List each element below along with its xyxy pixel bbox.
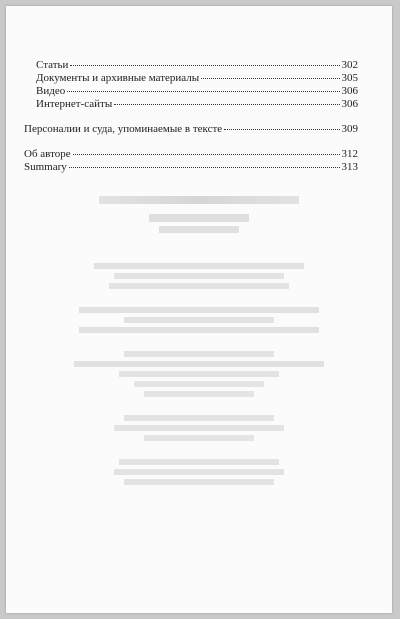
- toc-entry-page: 305: [341, 72, 358, 84]
- book-page: [6, 6, 392, 613]
- toc-entry: [24, 59, 358, 72]
- toc-entry-page: 306: [341, 98, 358, 110]
- toc-entry-title: Видео: [36, 85, 66, 97]
- toc-entry: [24, 85, 358, 98]
- toc-entry-title: Статьи: [36, 59, 69, 71]
- dot-leader: [73, 154, 340, 155]
- toc-entry-title: Документы и архивные материалы: [36, 72, 200, 84]
- dot-leader: [67, 91, 339, 92]
- toc-entry-title: Интернет-сайты: [36, 98, 113, 110]
- toc-entry-page: 313: [341, 161, 358, 173]
- toc-entry-page: 309: [341, 123, 358, 135]
- toc-entry: [24, 98, 358, 111]
- show-through-imprint: [6, 196, 392, 485]
- toc-entry: [24, 72, 358, 85]
- dot-leader: [224, 129, 339, 130]
- dot-leader: [69, 167, 340, 168]
- dot-leader: [114, 104, 339, 105]
- dot-leader: [70, 65, 339, 66]
- toc-entry: [24, 161, 358, 174]
- toc-entry-page: 306: [341, 85, 358, 97]
- toc-entry-title: Об авторе: [24, 148, 71, 160]
- table-of-contents: [24, 59, 358, 174]
- toc-entry-page: 302: [341, 59, 358, 71]
- toc-entry-title: Персоналии и суда, упоминаемые в тексте: [24, 123, 223, 135]
- toc-entry: [24, 123, 358, 136]
- toc-entry-title: Summary: [24, 161, 67, 173]
- dot-leader: [201, 78, 339, 79]
- toc-entry-page: 312: [341, 148, 358, 160]
- toc-entry: [24, 148, 358, 161]
